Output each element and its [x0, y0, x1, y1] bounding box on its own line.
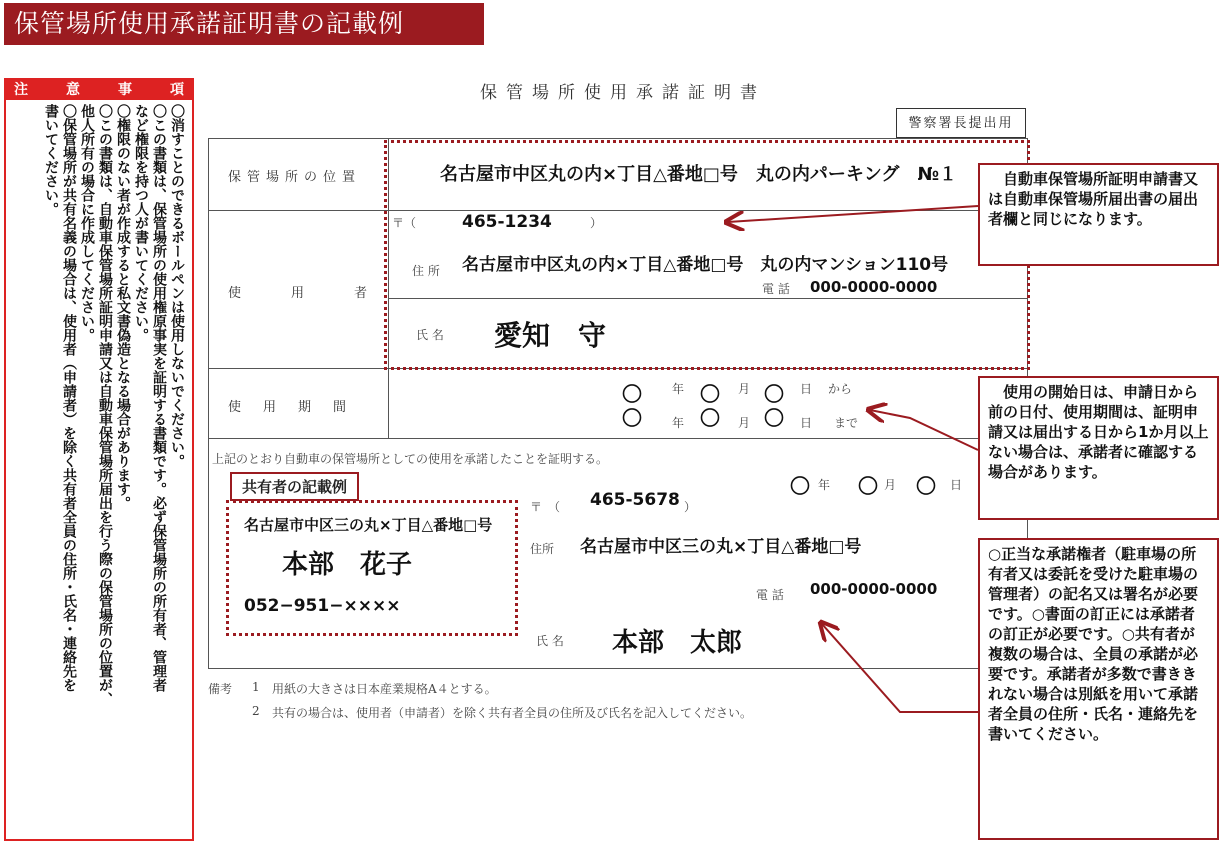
approver-name-value: 本部 太郎 — [612, 628, 743, 658]
phone-value: 000-0000-0000 — [810, 278, 938, 296]
period-from-text: から — [828, 382, 853, 396]
approver-postal-value: 465-5678 — [590, 490, 680, 510]
remark-1-number: 1 — [252, 680, 260, 694]
user-label: 使用者 — [228, 286, 418, 301]
form-title: 保管場所使用承諾証明書 — [480, 83, 766, 103]
certify-month-blank: 〇 — [858, 474, 878, 498]
period-day-label: 日 — [800, 382, 813, 396]
note-line: 〇保管場所が共有名義の場合は、使用者（申請者）を除く共有者全員の住所・氏名・連絡先を — [61, 104, 77, 692]
approver-phone-label: 電 話 — [756, 588, 784, 602]
period-to-month-blank: 〇 — [700, 406, 720, 430]
note-line: など権限を持つ人が書いてください。 — [133, 104, 149, 342]
period-from-year-blank: 〇 — [622, 382, 642, 406]
coowner-address: 名古屋市中区三の丸×丁目△番地□号 — [244, 516, 493, 534]
note-line: 書いてください。 — [43, 104, 59, 216]
callout-period-info: 使用の開始日は、申請日から前の日付、使用期間は、証明申請又は届出する日から1か月以上ない場合は、承諾者に確認する場合があります。 — [978, 376, 1219, 520]
remark-1: 用紙の大きさは日本産業規格A４とする。 — [272, 682, 497, 696]
period-to-text: まで — [834, 416, 859, 430]
period-month-label: 月 — [738, 416, 751, 430]
period-day-label: 日 — [800, 416, 813, 430]
period-to-day-blank: 〇 — [764, 406, 784, 430]
approver-phone-value: 000-0000-0000 — [810, 580, 938, 598]
notes-heading-char: 事 — [118, 82, 132, 98]
note-line: 他人所有の場合に作成してください。 — [79, 104, 95, 342]
notes-heading-char: 注 — [14, 82, 28, 98]
remark-2-number: 2 — [252, 704, 260, 718]
postal-suffix: ） — [590, 216, 603, 230]
certify-year-blank: 〇 — [790, 474, 810, 498]
police-submit-box: 警察署長提出用 — [896, 108, 1026, 138]
approver-address-label: 住所 — [530, 542, 555, 556]
period-year-label: 年 — [672, 382, 685, 396]
remarks-label: 備考 — [208, 682, 233, 696]
certify-month-label: 月 — [884, 478, 897, 492]
remark-2: 共有の場合は、使用者（申請者）を除く共有者全員の住所及び氏名を記入してください。 — [272, 706, 753, 720]
location-label: 保管場所の位置 — [228, 170, 362, 185]
certify-day-blank: 〇 — [916, 474, 936, 498]
callout-user-info: 自動車保管場所証明申請書又は自動車保管場所届出書の届出者欄と同じになります。 — [978, 163, 1219, 266]
arrow-to-postal — [728, 206, 978, 222]
postal-value: 465-1234 — [462, 212, 552, 232]
notes-heading-char: 項 — [170, 82, 184, 98]
certify-text: 上記のとおり自動車の保管場所としての使用を承諾したことを証明する。 — [212, 452, 609, 466]
note-line: 〇権限のない者が作成すると私文書偽造となる場合があります。 — [115, 104, 131, 510]
certify-day-label: 日 — [950, 478, 963, 492]
period-from-day-blank: 〇 — [764, 382, 784, 406]
approver-name-label: 氏 名 — [536, 634, 564, 648]
note-line: 〇この書類は、自動車保管場所証明申請又は自動車保管場所届出を行う際の保管場所の位置が、 — [97, 104, 113, 706]
name-value: 愛知 守 — [494, 319, 607, 352]
certify-year-label: 年 — [818, 478, 831, 492]
note-line: 〇消すことのできるボールペンは使用しないでください。 — [169, 104, 185, 468]
name-label: 氏 名 — [416, 328, 444, 342]
arrow-to-period — [870, 410, 978, 450]
phone-label: 電 話 — [762, 282, 790, 296]
page-title: 保管場所使用承諾証明書の記載例 — [4, 3, 484, 45]
coowner-name: 本部 花子 — [282, 550, 413, 580]
period-to-year-blank: 〇 — [622, 406, 642, 430]
period-year-label: 年 — [672, 416, 685, 430]
period-month-label: 月 — [738, 382, 751, 396]
address-value: 名古屋市中区丸の内×丁目△番地□号 丸の内マンション110号 — [462, 255, 949, 275]
approver-postal-suffix: ） — [684, 500, 697, 514]
approver-postal-prefix: 〒 （ — [530, 500, 561, 514]
coowner-phone: 052−951−×××× — [244, 596, 401, 616]
callout-approver-info: ○正当な承諾権者（駐車場の所有者又は委託を受けた駐車場の管理者）の記名又は署名が必要です。○書面の訂正には承諾者の訂正が必要です。○共有者が複数の場合は、全員の承諾が必要です。承諾者が多数で書ききれない場合は別紙を用いて承諾者全員の住所・氏名・連絡先を書いてください。 — [978, 538, 1219, 840]
arrow-to-approver — [822, 624, 978, 712]
notes-heading-char: 意 — [66, 82, 80, 98]
location-value: 名古屋市中区丸の内×丁目△番地□号 丸の内パーキング №１ — [440, 164, 958, 185]
period-from-month-blank: 〇 — [700, 382, 720, 406]
period-label: 使用期間 — [228, 400, 369, 415]
coowner-tag: 共有者の記載例 — [230, 472, 359, 501]
postal-prefix: 〒（ — [392, 216, 417, 230]
note-line: 〇この書類は、保管場所の使用権原事実を証明する書類です。必ず保管場所の所有者、管理者 — [151, 104, 167, 692]
address-label: 住 所 — [412, 264, 440, 278]
approver-address-value: 名古屋市中区三の丸×丁目△番地□号 — [580, 537, 862, 557]
